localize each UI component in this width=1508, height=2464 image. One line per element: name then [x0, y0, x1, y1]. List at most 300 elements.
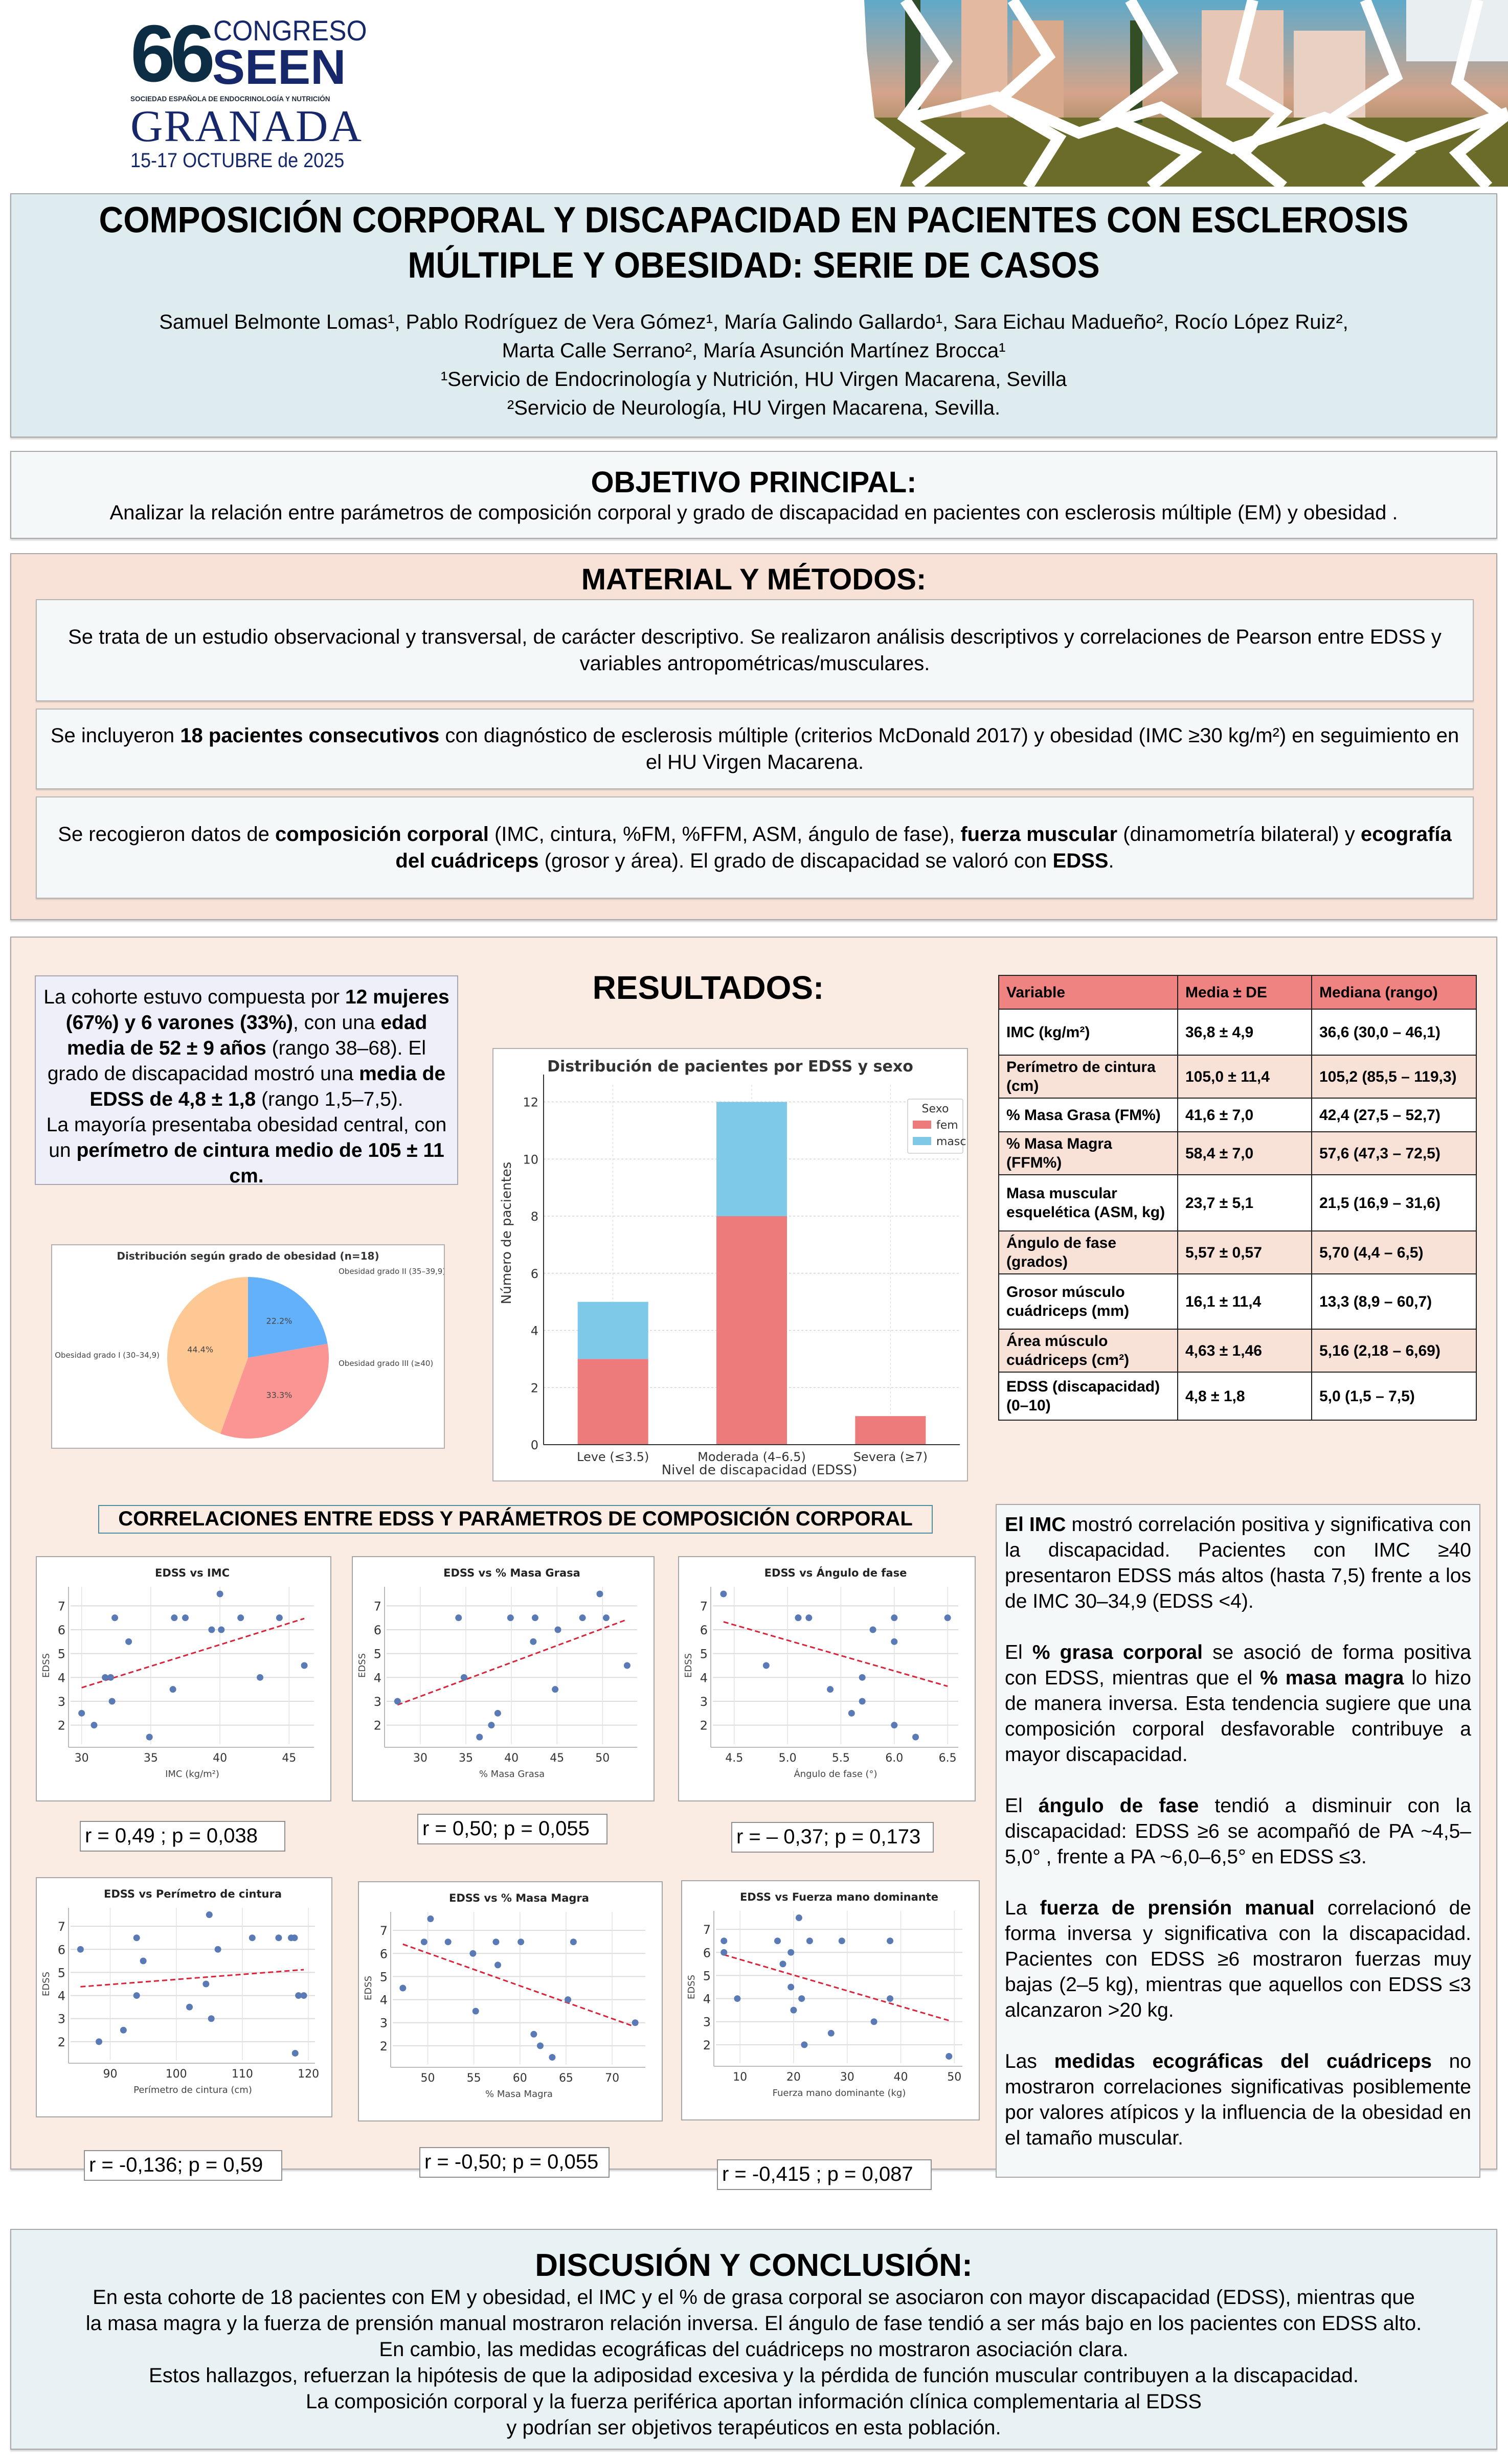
scatter-point [125, 1638, 132, 1645]
pie-percent-label: 44.4% [187, 1344, 214, 1355]
bar-masc [716, 1102, 787, 1216]
bar-y-tick: 10 [523, 1152, 538, 1167]
scatter-y-label: EDSS [363, 1975, 374, 2001]
scatter-title: EDSS vs Fuerza mano dominante [739, 1891, 939, 1903]
scatter-point [77, 1946, 84, 1953]
scatter-y-tick: 2 [703, 2038, 711, 2052]
authors-line1: Samuel Belmonte Lomas¹, Pablo Rodríguez de Vera Gómez¹, María Galindo Gallardo¹, Sara Eichau Madueño², Rocío López Ruiz², [159, 311, 1348, 333]
scatter-y-tick: 7 [700, 1599, 708, 1614]
scatter-point [912, 1734, 919, 1741]
scatter-point [537, 2042, 544, 2049]
title-panel [10, 193, 1497, 438]
scatter-x-tick: 60 [512, 2072, 527, 2085]
edss-sex-bar-chart [492, 1048, 968, 1481]
objective-heading: OBJETIVO PRINCIPAL: [591, 466, 917, 499]
cell-mean-sd: 41,6 ± 7,0 [1178, 1098, 1312, 1132]
cohort-summary-box: La cohorte estuvo compuesta por 12 mujeres (67%) y 6 varones (33%), con una edad media de 52 ± 9 años (rango 38–68). El grado de discapacidad mostró una media de EDSS de 4,8 ± 1,8 (rango 1,5–7,5). La mayoría presentaba obesidad central, con un perímetro de cintura medio de 105 ± 11 cm. [35, 975, 458, 1185]
scatter-point [91, 1722, 97, 1728]
bar-legend [908, 1099, 966, 1153]
scatter-x-label: Fuerza mano dominante (kg) [772, 2088, 906, 2098]
logo-city: GRANADA [130, 102, 363, 151]
scatter-point [96, 2038, 102, 2045]
scatter-x-tick: 50 [947, 2071, 962, 2084]
table-row [999, 1098, 1476, 1132]
methods-design-box [36, 599, 1474, 701]
scatter-point [549, 2054, 555, 2061]
table-header-row [999, 975, 1476, 1009]
correlation-result-masa-magra: r = -0,50; p = 0,055 [419, 2147, 610, 2178]
scatter-point [275, 1934, 282, 1941]
scatter-point [291, 1934, 298, 1941]
scatter-x-tick: 40 [504, 1752, 519, 1765]
legend-title: Sexo [921, 1103, 949, 1115]
scatter-point [472, 2008, 479, 2015]
scatter-point [734, 1995, 740, 2002]
discussion-text [11, 2285, 1496, 2441]
legend-label-fem: fem [936, 1119, 958, 1132]
scatter-y-tick: 7 [57, 1920, 65, 1934]
logo-congreso: CONGRESO [213, 14, 367, 47]
header-banner-image [844, 0, 1508, 187]
cell-mean-sd: 105,0 ± 11,4 [1178, 1055, 1312, 1098]
pie-category-label: Obesidad grado I (30–34,9) [55, 1351, 160, 1360]
scatter-point [249, 1934, 256, 1941]
scatter-y-tick: 6 [379, 1947, 388, 1961]
scatter-point [887, 1995, 893, 2002]
discussion-heading: DISCUSIÓN Y CONCLUSIÓN: [535, 2248, 973, 2283]
scatter-point [208, 1627, 215, 1633]
scatter-point [828, 2030, 835, 2037]
pie-title: Distribución según grado de obesidad (n=18) [117, 1250, 379, 1262]
poster-title-line2: MÚLTIPLE Y OBESIDAD: SERIE DE CASOS [408, 244, 1100, 286]
scatter-y-tick: 6 [700, 1623, 708, 1637]
cell-median-range: 21,5 (16,9 – 31,6) [1312, 1175, 1476, 1231]
scatter-y-tick: 4 [703, 1992, 711, 2006]
scatter-point [257, 1674, 263, 1681]
scatter-point [827, 1686, 834, 1693]
table-row [999, 1055, 1476, 1098]
scatter-point [488, 1722, 494, 1728]
scatter-y-label: EDSS [683, 1653, 694, 1678]
cell-median-range: 13,3 (8,9 – 60,7) [1312, 1274, 1476, 1329]
cell-mean-sd: 58,4 ± 7,0 [1178, 1132, 1312, 1175]
bar-x-tick: Moderada (4–6.5) [697, 1450, 806, 1464]
scatter-y-tick: 5 [57, 1647, 65, 1661]
scatter-x-tick: 50 [595, 1752, 610, 1765]
scatter-point [795, 1614, 801, 1621]
logo-seen: SEEN [212, 40, 346, 95]
scatter-point [421, 1938, 427, 1945]
scatter-x-tick: 35 [143, 1752, 158, 1765]
correlation-result-angulo-fase: r = – 0,37; p = 0,173 [731, 1822, 934, 1853]
bar-fem [716, 1216, 787, 1445]
cell-median-range: 57,6 (47,3 – 72,5) [1312, 1132, 1476, 1175]
scatter-y-label: EDSS [41, 1971, 52, 1997]
scatter-point [787, 1984, 794, 1991]
scatter-title: EDSS vs Perímetro de cintura [103, 1888, 282, 1900]
cell-median-range: 5,16 (2,18 – 6,69) [1312, 1329, 1476, 1372]
bar-y-tick: 2 [530, 1381, 538, 1396]
scatter-point [109, 1698, 116, 1705]
scatter-point [133, 1992, 140, 1999]
scatter-svg [682, 1881, 979, 2119]
scatter-x-tick: 30 [74, 1752, 89, 1765]
scatter-point [859, 1674, 866, 1681]
pie-chart-svg [52, 1245, 444, 1448]
scatter-edss-masa-grasa [352, 1556, 655, 1801]
scatter-point [579, 1614, 586, 1621]
logo-society: SOCIEDAD ESPAÑOLA DE ENDOCRINOLOGÍA Y NUTRICIÓN [130, 95, 330, 103]
scatter-y-tick: 7 [703, 1923, 711, 1937]
scatter-point [848, 1710, 855, 1717]
table-row [999, 1274, 1476, 1329]
scatter-x-tick: 65 [558, 2072, 573, 2085]
cell-mean-sd: 36,8 ± 4,9 [1178, 1009, 1312, 1055]
scatter-y-tick: 2 [373, 1718, 381, 1733]
pie-percent-label: 33.3% [266, 1390, 292, 1400]
pie-category-label: Obesidad grado II (35–39,9) [339, 1267, 444, 1276]
scatter-y-tick: 5 [373, 1647, 381, 1661]
methods-variables-text: Se recogieron datos de composición corporal (IMC, cintura, %FM, %FFM, ASM, ángulo de fase), fuerza muscular (dinamometría bilateral) y ecografía del cuádriceps (grosor y área). El grado de discapacidad se valoró con EDSS. [58, 823, 1452, 872]
scatter-point [237, 1614, 244, 1621]
scatter-point [276, 1614, 283, 1621]
methods-heading: MATERIAL Y MÉTODOS: [581, 563, 927, 596]
scatter-point [120, 2027, 127, 2034]
scatter-point [399, 1985, 406, 1992]
scatter-point [721, 1949, 727, 1956]
scatter-x-label: % Masa Magra [485, 2089, 553, 2100]
scatter-point [494, 1710, 501, 1717]
legend-swatch-masc [913, 1137, 931, 1145]
methods-population-box [36, 709, 1474, 789]
scatter-edss-cintura [36, 1877, 332, 2117]
scatter-y-tick: 3 [57, 1695, 65, 1709]
legend-swatch-fem [913, 1121, 931, 1129]
finding-imc: El IMC mostró correlación positiva y significativa con la discapacidad. Pacientes con IMC ≥40 presentaron EDSS más altos (hasta 7,5) frente a los de IMC 30–34,9 (EDSS <4). [1005, 1514, 1472, 1612]
scatter-x-tick: 6.0 [885, 1752, 904, 1765]
affiliation-2: ²Servicio de Neurología, HU Virgen Macarena, Sevilla. [507, 397, 1001, 419]
correlation-result-fuerza: r = -0,415 ; p = 0,087 [717, 2159, 932, 2190]
scatter-point [720, 1591, 727, 1598]
bar-y-tick: 0 [530, 1438, 538, 1452]
scatter-y-tick: 4 [700, 1671, 708, 1685]
cell-variable: EDSS (discapacidad) (0–10) [999, 1372, 1178, 1420]
scatter-y-tick: 4 [373, 1671, 381, 1685]
scatter-x-tick: 45 [550, 1752, 565, 1765]
scatter-y-tick: 4 [57, 1671, 65, 1685]
scatter-x-label: % Masa Grasa [479, 1769, 545, 1779]
scatter-trendline [403, 1944, 634, 2026]
scatter-point [78, 1710, 85, 1717]
alhambra-illustration [844, 0, 1508, 187]
finding-grip-strength: La fuerza de prensión manual correlacionó de forma inversa y significativa con la discapacidad. Pacientes con EDSS ≥6 mostraron fuerzas muy bajas (2–5 kg), mientras que aquellos con EDSS ≤3 alcanzaron >20 kg. [1005, 1897, 1471, 2021]
scatter-x-tick: 5.0 [778, 1752, 797, 1765]
scatter-x-tick: 35 [459, 1752, 474, 1765]
scatter-point [107, 1674, 114, 1681]
discussion-line: y podrían ser objetivos terapéuticos en esta población. [506, 2416, 1001, 2439]
scatter-y-tick: 2 [700, 1718, 708, 1733]
objective-text: Analizar la relación entre parámetros de composición corporal y grado de discapacidad en pacientes con esclerosis múltiple (EM) y obesidad . [109, 501, 1398, 524]
scatter-point [871, 2018, 877, 2025]
scatter-point [445, 1938, 452, 1945]
cell-variable: % Masa Grasa (FM%) [999, 1098, 1178, 1132]
logo-dates: 15-17 OCTUBRE de 2025 [130, 149, 345, 172]
scatter-point [624, 1662, 631, 1669]
cell-median-range: 5,0 (1,5 – 7,5) [1312, 1372, 1476, 1420]
bar-masc [578, 1302, 648, 1359]
scatter-point [798, 1995, 805, 2002]
finding-ultrasound: Las medidas ecográficas del cuádriceps no mostraron correlaciones significativas posiblemente por valores atípicos y la influencia de la obesidad en el tamaño muscular. [1005, 2050, 1472, 2149]
scatter-title: EDSS vs Ángulo de fase [764, 1567, 907, 1579]
scatter-x-tick: 90 [103, 2068, 118, 2081]
scatter-point [870, 1627, 876, 1633]
scatter-point [944, 1614, 951, 1621]
scatter-title: EDSS vs % Masa Grasa [443, 1567, 580, 1579]
cell-variable: % Masa Magra (FFM%) [999, 1132, 1178, 1175]
scatter-y-tick: 5 [379, 1970, 388, 1984]
scatter-svg [359, 1882, 662, 2120]
scatter-x-label: Perímetro de cintura (cm) [133, 2085, 252, 2095]
scatter-title: EDSS vs % Masa Magra [449, 1892, 589, 1904]
legend-label-masc: masc [936, 1135, 966, 1148]
authors-block [11, 308, 1496, 422]
scatter-point [801, 2041, 807, 2048]
discussion-line: En cambio, las medidas ecográficas del cuádriceps no mostraron asociación clara. [379, 2338, 1129, 2361]
scatter-point [554, 1627, 561, 1633]
scatter-point [530, 1638, 536, 1645]
scatter-point [469, 1950, 476, 1957]
cell-median-range: 42,4 (27,5 – 52,7) [1312, 1098, 1476, 1132]
scatter-point [301, 1992, 307, 1999]
discussion-line: En esta cohorte de 18 pacientes con EM y obesidad, el IMC y el % de grasa corporal se asociaron con mayor discapacidad (EDSS), mientras que [93, 2286, 1415, 2309]
bar-x-label: Nivel de discapacidad (EDSS) [661, 1463, 858, 1478]
logo-number: 66 [130, 9, 210, 99]
scatter-point [215, 1946, 221, 1953]
bar-x-tick: Leve (≤3.5) [577, 1450, 649, 1464]
scatter-point [202, 1981, 209, 1988]
discussion-panel [10, 2229, 1497, 2450]
table-row [999, 1175, 1476, 1231]
scatter-y-tick: 7 [373, 1599, 381, 1614]
cell-mean-sd: 23,7 ± 5,1 [1178, 1175, 1312, 1231]
methods-variables-box [36, 796, 1474, 899]
scatter-edss-masa-magra [358, 1881, 663, 2121]
scatter-edss-imc [36, 1556, 331, 1801]
scatter-point [111, 1614, 118, 1621]
scatter-x-tick: 45 [282, 1752, 297, 1765]
findings-box [996, 1504, 1480, 2178]
scatter-x-tick: 5.5 [831, 1752, 850, 1765]
affiliation-1: ¹Servicio de Endocrinología y Nutrición, HU Virgen Macarena, Sevilla [440, 368, 1067, 391]
bar-y-tick: 12 [523, 1095, 538, 1110]
scatter-y-label: EDSS [41, 1653, 52, 1678]
scatter-x-tick: 55 [466, 2072, 481, 2085]
correlations-heading: CORRELACIONES ENTRE EDSS Y PARÁMETROS DE COMPOSICIÓN CORPORAL [98, 1505, 933, 1534]
scatter-y-tick: 6 [373, 1623, 381, 1637]
scatter-x-label: IMC (kg/m²) [165, 1769, 219, 1779]
scatter-point [565, 1996, 571, 2003]
finding-body-composition: El % grasa corporal se asoció de forma positiva con EDSS, mientras que el % masa magra lo hizo de manera inversa. Esta tendencia sugiere que una composición corporal desfavorable contribuye a mayor discapacidad. [1005, 1641, 1471, 1766]
scatter-y-label: EDSS [357, 1653, 368, 1678]
scatter-svg [353, 1557, 654, 1800]
table-row [999, 1009, 1476, 1055]
pie-category-label: Obesidad grado III (≥40) [339, 1359, 434, 1368]
col-header-mean: Media ± DE [1178, 975, 1312, 1009]
bar-chart-svg [493, 1049, 967, 1480]
scatter-point [603, 1614, 610, 1621]
scatter-point [301, 1662, 308, 1669]
scatter-point [461, 1674, 467, 1681]
scatter-point [596, 1591, 603, 1598]
methods-population-text: Se incluyeron 18 pacientes consecutivos con diagnóstico de esclerosis múltiple (criterios McDonald 2017) y obesidad (IMC ≥30 kg/m²) en seguimiento en el HU Virgen Macarena. [50, 724, 1459, 773]
obesity-pie-chart [51, 1244, 445, 1449]
scatter-x-tick: 100 [165, 2068, 187, 2081]
scatter-point [805, 1614, 812, 1621]
scatter-trendline [724, 1955, 949, 2021]
scatter-x-label: Ángulo de fase (°) [794, 1769, 877, 1779]
methods-design-text: Se trata de un estudio observacional y transversal, de carácter descriptivo. Se realizaron análisis descriptivos y correlaciones de Pearson entre EDSS y variables antropométricas/musculares. [68, 626, 1442, 675]
scatter-y-tick: 7 [57, 1599, 65, 1614]
cell-variable: Ángulo de fase (grados) [999, 1231, 1178, 1274]
correlation-result-masa-grasa: r = 0,50; p = 0,055 [417, 1814, 607, 1844]
scatter-point [721, 1937, 727, 1944]
scatter-point [171, 1614, 177, 1621]
correlation-result-cintura: r = -0,136; p = 0,59 [84, 2150, 282, 2181]
scatter-x-tick: 10 [733, 2071, 748, 2084]
scatter-point [140, 1957, 147, 1964]
table-row [999, 1329, 1476, 1372]
table-row [999, 1372, 1476, 1420]
discussion-line: La composición corporal y la fuerza periférica aportan información clínica complementaria al EDSS [306, 2390, 1202, 2413]
scatter-point [946, 2053, 952, 2060]
scatter-point [632, 2019, 639, 2026]
scatter-point [476, 1734, 483, 1741]
scatter-x-tick: 70 [605, 2072, 620, 2085]
scatter-point [774, 1937, 781, 1944]
scatter-y-tick: 3 [373, 1695, 381, 1709]
scatter-y-tick: 6 [57, 1943, 65, 1957]
discussion-line: la masa magra y la fuerza de prensión manual mostraron relación inversa. El ángulo de fase tendió a ser más bajo en los pacientes con EDSS alto. [85, 2312, 1422, 2335]
correlation-result-imc: r = 0,49 ; p = 0,038 [80, 1821, 285, 1852]
bar-y-tick: 6 [530, 1266, 538, 1281]
cell-variable: Área músculo cuádriceps (cm²) [999, 1329, 1178, 1372]
scatter-point [182, 1614, 189, 1621]
scatter-point [507, 1614, 514, 1621]
poster-title [11, 197, 1496, 287]
scatter-svg [37, 1878, 331, 2116]
scatter-x-tick: 40 [213, 1752, 228, 1765]
cell-median-range: 36,6 (30,0 – 46,1) [1312, 1009, 1476, 1055]
bar-fem [855, 1416, 926, 1445]
scatter-point [218, 1627, 224, 1633]
scatter-x-tick: 40 [893, 2071, 908, 2084]
scatter-point [859, 1698, 866, 1705]
scatter-svg [679, 1557, 975, 1800]
scatter-point [208, 2015, 215, 2022]
poster-title-line1: COMPOSICIÓN CORPORAL Y DISCAPACIDAD EN PACIENTES CON ESCLEROSIS [99, 199, 1409, 240]
scatter-y-tick: 3 [57, 2012, 65, 2026]
scatter-point [530, 2031, 537, 2038]
cell-mean-sd: 16,1 ± 11,4 [1178, 1274, 1312, 1329]
scatter-point [779, 1960, 786, 1967]
objective-panel [10, 451, 1497, 539]
bar-x-tick: Severa (≥7) [853, 1450, 928, 1464]
scatter-point [186, 2004, 193, 2011]
cell-mean-sd: 4,63 ± 1,46 [1178, 1329, 1312, 1372]
congress-logo [130, 9, 386, 172]
scatter-y-tick: 2 [379, 2039, 388, 2054]
scatter-point [292, 2050, 299, 2057]
scatter-point [494, 1961, 501, 1968]
finding-phase-angle: El ángulo de fase tendió a disminuir con la discapacidad: EDSS ≥6 se acompañó de PA ~4,5–5,0° , frente a PA ~6,0–6,5° en EDSS ≤3. [1005, 1795, 1471, 1868]
descriptive-stats-table [998, 975, 1477, 1421]
pie-percent-label: 22.2% [266, 1316, 292, 1326]
cell-median-range: 105,2 (85,5 – 119,3) [1312, 1055, 1476, 1098]
scatter-point [455, 1614, 462, 1621]
scatter-point [887, 1937, 893, 1944]
bar-y-label: Número de pacientes [499, 1161, 514, 1305]
scatter-y-tick: 4 [57, 1989, 65, 2003]
scatter-y-tick: 6 [57, 1623, 65, 1637]
scatter-point [217, 1591, 223, 1598]
discussion-line: Estos hallazgos, refuerzan la hipótesis de que la adiposidad excesiva y la pérdida de función muscular contribuyen a la discapacidad. [149, 2364, 1359, 2387]
scatter-y-tick: 7 [379, 1924, 388, 1938]
scatter-point [570, 1938, 577, 1945]
scatter-x-tick: 4.5 [725, 1752, 744, 1765]
scatter-point [146, 1734, 153, 1741]
scatter-y-tick: 5 [703, 1969, 711, 1983]
scatter-point [790, 2007, 797, 2014]
scatter-x-tick: 20 [786, 2071, 801, 2084]
scatter-y-label: EDSS [686, 1974, 697, 2000]
cell-variable: IMC (kg/m²) [999, 1009, 1178, 1055]
cell-variable: Perímetro de cintura (cm) [999, 1055, 1178, 1098]
bar-chart-title: Distribución de pacientes por EDSS y sexo [547, 1058, 913, 1076]
cell-mean-sd: 5,57 ± 0,57 [1178, 1231, 1312, 1274]
results-heading: RESULTADOS: [592, 969, 824, 1006]
scatter-point [206, 1911, 213, 1918]
scatter-point [787, 1949, 794, 1956]
scatter-x-tick: 30 [840, 2071, 854, 2084]
scatter-y-tick: 5 [700, 1647, 708, 1661]
scatter-x-tick: 50 [420, 2072, 435, 2085]
scatter-point [796, 1914, 802, 1921]
col-header-variable: Variable [999, 975, 1178, 1009]
scatter-point [763, 1662, 770, 1669]
table-row [999, 1132, 1476, 1175]
scatter-x-tick: 110 [231, 2068, 253, 2081]
scatter-point [517, 1938, 524, 1945]
scatter-point [170, 1686, 176, 1693]
scatter-point [394, 1698, 401, 1705]
scatter-y-tick: 4 [379, 1993, 388, 2007]
scatter-edss-angulo-fase [678, 1556, 976, 1801]
scatter-point [427, 1915, 434, 1922]
scatter-point [891, 1722, 897, 1728]
scatter-y-tick: 3 [700, 1695, 708, 1709]
scatter-y-tick: 6 [703, 1946, 711, 1960]
scatter-point [806, 1937, 813, 1944]
scatter-x-tick: 30 [413, 1752, 427, 1765]
scatter-point [552, 1686, 558, 1693]
scatter-x-tick: 120 [298, 2068, 320, 2081]
scatter-point [492, 1938, 499, 1945]
scatter-svg [37, 1557, 330, 1800]
cell-variable: Grosor músculo cuádriceps (mm) [999, 1274, 1178, 1329]
bar-y-tick: 8 [530, 1210, 538, 1224]
table-row [999, 1231, 1476, 1274]
scatter-y-tick: 3 [703, 2015, 711, 2029]
